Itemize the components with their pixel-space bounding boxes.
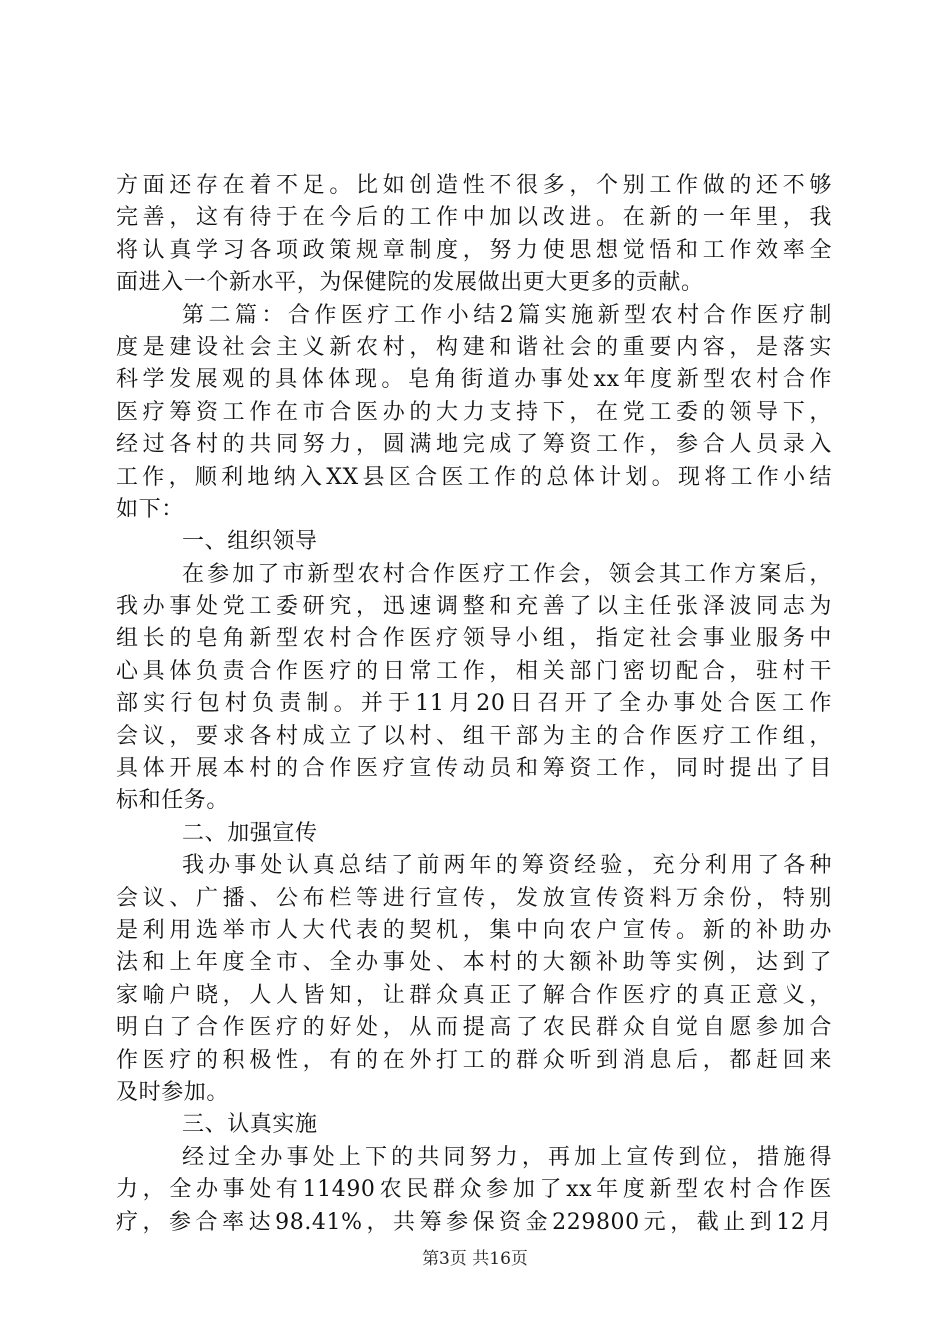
- text-line: 会议、广播、公布栏等进行宣传，发放宣传资料万余份，特别: [116, 885, 832, 911]
- text-line: 经过各村的共同努力，圆满地完成了筹资工作，参合人员录入: [116, 432, 832, 458]
- text-line: 工作，顺利地纳入XX县区合医工作的总体计划。现将工作小结: [116, 464, 832, 490]
- text-line: 力，全办事处有11490农民群众参加了xx年度新型农村合作医: [116, 1177, 832, 1203]
- text-line: 具体开展本村的合作医疗宣传动员和筹资工作，同时提出了目: [116, 756, 832, 782]
- text-line: 在参加了市新型农村合作医疗工作会，领会其工作方案后，: [182, 561, 832, 587]
- text-line: 医疗筹资工作在市合医办的大力支持下，在党工委的领导下，: [116, 399, 832, 425]
- text-line: 标和任务。: [116, 788, 230, 814]
- text-line: 会议，要求各村成立了以村、组干部为主的合作医疗工作组，: [116, 723, 832, 749]
- document-body: [116, 170, 832, 1239]
- text-line: 度是建设社会主义新农村，构建和谐社会的重要内容，是落实: [116, 334, 832, 360]
- text-line: 组长的皂角新型农村合作医疗领导小组，指定社会事业服务中: [116, 626, 832, 652]
- text-line: 及时参加。: [116, 1079, 230, 1105]
- text-line: 如下：: [116, 496, 184, 522]
- text-line: 我办事处认真总结了前两年的筹资经验，充分利用了各种: [182, 853, 832, 879]
- text-line: 完善，这有待于在今后的工作中加以改进。在新的一年里，我: [116, 205, 832, 231]
- page-footer: 第3页 共16页: [422, 1249, 528, 1269]
- text-line: 明白了合作医疗的好处，从而提高了农民群众自觉自愿参加合: [116, 1015, 832, 1041]
- text-line: 疗，参合率达98.41%，共筹参保资金229800元，截止到12月: [116, 1209, 832, 1235]
- text-line: 经过全办事处上下的共同努力，再加上宣传到位，措施得: [182, 1144, 832, 1170]
- text-line: 法和上年度全市、全办事处、本村的大额补助等实例，达到了: [116, 950, 832, 976]
- text-line: 一、组织领导: [182, 529, 318, 555]
- text-line: 三、认真实施: [182, 1112, 318, 1138]
- text-line: 部实行包村负责制。并于11月20日召开了全办事处合医工作: [116, 691, 832, 717]
- text-line: 是利用选举市人大代表的契机，集中向农户宣传。新的补助办: [116, 917, 832, 943]
- text-line: 方面还存在着不足。比如创造性不很多，个别工作做的还不够: [116, 173, 832, 198]
- text-line: 我办事处党工委研究，迅速调整和充善了以主任张泽波同志为: [116, 594, 832, 620]
- text-line: 二、加强宣传: [182, 820, 318, 846]
- text-line: 科学发展观的具体体现。皂角街道办事处xx年度新型农村合作: [116, 367, 832, 393]
- text-line: 家喻户晓，人人皆知，让群众真正了解合作医疗的真正意义，: [116, 982, 832, 1008]
- text-line: 面进入一个新水平，为保健院的发展做出更大更多的贡献。: [116, 270, 704, 296]
- text-line: 第二篇：合作医疗工作小结2篇实施新型农村合作医疗制: [182, 302, 832, 328]
- text-line: 将认真学习各项政策规章制度，努力使思想觉悟和工作效率全: [116, 237, 832, 263]
- text-line: 作医疗的积极性，有的在外打工的群众听到消息后，都赶回来: [116, 1047, 832, 1073]
- text-line: 心具体负责合作医疗的日常工作，相关部门密切配合，驻村干: [116, 658, 832, 684]
